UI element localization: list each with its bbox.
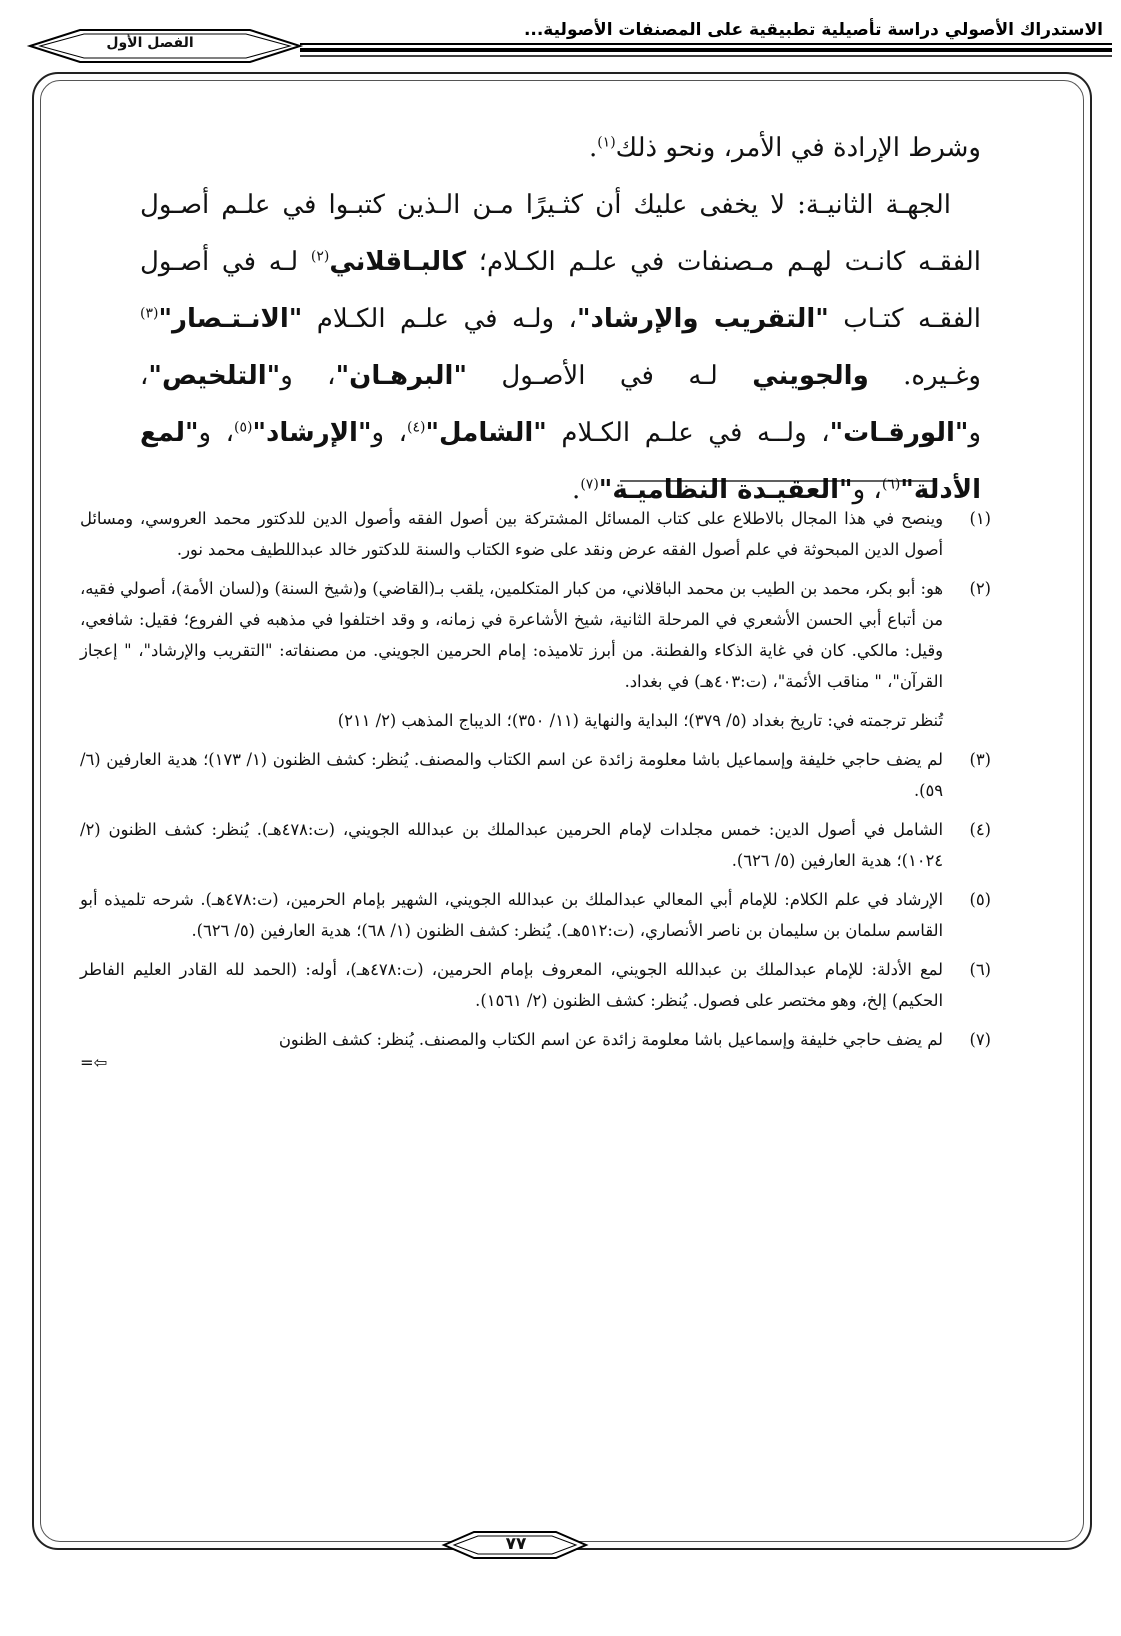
footnote-text: لم يضف حاجي خليفة وإسماعيل باشا معلومة زائدة عن اسم الكتاب والمصنف. يُنظر: كشف الظنون (١/ ١٧٣)؛ هدية العارفين (٦/ ٥٩). (80, 750, 943, 800)
page-number: ٧٧ (505, 1534, 527, 1554)
footnote-number: (٧) (969, 1030, 991, 1049)
p2-text: ، و (371, 418, 408, 448)
book-nizamiyya: "العقيـدة النظاميـة" (598, 475, 853, 505)
footnote (80, 1024, 991, 1071)
paragraph-1 (140, 120, 981, 177)
p2-text: ، و (280, 361, 336, 391)
footnote-number: (١) (969, 509, 991, 528)
footnote (80, 884, 991, 946)
footnote (80, 954, 991, 1016)
footnote-number: (٦) (969, 960, 991, 979)
footnote-number: (٢) (969, 579, 991, 598)
footnote-text: الشامل في أصول الدين: خمس مجلدات لإمام الحرمين عبدالملك بن عبدالله الجويني، (ت:٤٧٨هـ). يُنظر: كشف الظنون (٢/ ١٠٢٤)؛ هدية العارفين (٥/ ٦٢٦). (80, 820, 943, 870)
paragraph-1-end: . (588, 133, 598, 163)
book-luma: "لمع الأدلة" (140, 418, 981, 505)
footnote-ref: (٣) (140, 305, 159, 322)
footnote (80, 573, 991, 736)
paragraph-1-text: وشرط الإرادة في الأمر، ونحو ذلك (615, 133, 981, 163)
p2-text: لـه في الأصـول (467, 361, 753, 391)
footnote-ref: (١) (597, 134, 616, 151)
footnote-ref: (٤) (407, 419, 426, 436)
footnote-ref: (٢) (310, 248, 330, 265)
p2-text: ، و (198, 418, 235, 448)
footnote (80, 814, 991, 876)
footnote-text: الإرشاد في علم الكلام: للإمام أبي المعالي عبدالملك بن عبدالله الجويني، الشهير بإمام الحرمين، (ت:٤٧٨هـ). شرحه تلميذه أبو القاسم سلمان بن سليمان بن ناصر الأنصاري، (ت:٥١٢هـ). يُنظر: كشف الظنون (١/ ٦٨)؛ هدية العارفين (٥/ ٦٢٦). (80, 890, 943, 940)
chapter-label: الفصل الأول (106, 35, 194, 51)
book-taqrib: "التقريب والإرشاد" (576, 304, 829, 334)
p2-text: ، و (140, 361, 981, 448)
book-waraqat: "الورقـات" (829, 418, 969, 448)
footnote (80, 503, 991, 565)
p2-text: لـه في أصـول الفقـه كتـاب (140, 247, 981, 334)
footnote-separator (0, 478, 1121, 484)
footnote-ref: (٥) (234, 419, 253, 436)
footnote-ref: (٧) (580, 476, 599, 493)
footnote-number: (٤) (969, 820, 991, 839)
footnote-ref: (٦) (881, 476, 901, 493)
p2-text: وغـيره. (868, 361, 981, 391)
continuation-arrow-icon: ⇦= (80, 1053, 108, 1072)
p2-text: ، ولــه في علـم الكـلام (546, 418, 830, 448)
main-text (140, 120, 981, 519)
footnote (80, 744, 991, 806)
p2-text: ، ولـه في علـم الكـلام (302, 304, 577, 334)
book-burhan: "البرهـان" (335, 361, 467, 391)
book-title: الاستدراك الأصولي دراسة تأصيلية تطبيقية على المصنفات الأصولية... (523, 20, 1103, 40)
p2-text: الجهـة الثانيـة: لا يخفى عليك أن كثـيرًا مـن الـذين كتبـوا في علـم أصـول الفقـه كانـت لهـم مـصنفات في علـم الكـلام؛ (140, 190, 981, 277)
author-baqillani: كالبـاقلاني (329, 247, 467, 277)
footnote-number: (٥) (969, 890, 991, 909)
footnote-text: لمع الأدلة: للإمام عبدالملك بن عبدالله الجويني، المعروف بإمام الحرمين، (ت:٤٧٨هـ)، أوله: (الحمد لله القادر العليم الفاطر الحكيم) إلخ، وهو مختصر على فصول. يُنظر: كشف الظنون (٢/ ١٥٦١). (80, 960, 943, 1010)
book-intisar: "الانـتـصار" (158, 304, 303, 334)
p2-text: . (572, 475, 581, 505)
footnote-text: لم يضف حاجي خليفة وإسماعيل باشا معلومة زائدة عن اسم الكتاب والمصنف. يُنظر: كشف الظنون (278, 1030, 943, 1049)
author-juwayni: والجويني (752, 361, 869, 391)
p2-text: ، و (852, 475, 882, 505)
book-irshad: "الإرشاد" (252, 418, 372, 448)
paragraph-2 (140, 177, 981, 519)
page-header (0, 0, 1121, 60)
footnotes (80, 503, 991, 1079)
book-talkhis: "التلخيص" (148, 361, 281, 391)
footnote-sources: تُنظر ترجمته في: تاريخ بغداد (٥/ ٣٧٩)؛ البداية والنهاية (١١/ ٣٥٠)؛ الديباج المذهب (٢/ ٢١١) (337, 711, 943, 730)
footnote-text: وينصح في هذا المجال بالاطلاع على كتاب المسائل المشتركة بين أصول الفقه وأصول الدين للدكتور محمد العروسي، ومسائل أصول الدين المبحوثة في علم أصول الفقه عرض ونقد على ضوء الكتاب والسنة للدكتور خالد عبداللطيف محمد نور. (80, 509, 943, 559)
footnote-number: (٣) (969, 750, 991, 769)
footnote-text: هو: أبو بكر، محمد بن الطيب بن محمد الباقلاني، من كبار المتكلمين، يلقب بـ(القاضي) و(شيخ السنة) و(لسان الأمة)، أصولي فقيه، من أتباع أبي الحسن الأشعري في المرحلة الثانية، شيخ الأشاعرة في زمانه، و وقد اختلفوا في مذهبه في الفروع؛ فقيل: شافعي، وقيل: مالكي. كان في غاية الذكاء والفطنة. من أبرز تلاميذه: إمام الحرمين الجويني. من مصنفاته: "التقريب والإرشاد"، " إعجاز القرآن"، " مناقب الأئمة"، (ت:٤٠٣هـ) في بغداد. (80, 579, 943, 691)
book-shamil: "الشامل" (425, 418, 547, 448)
